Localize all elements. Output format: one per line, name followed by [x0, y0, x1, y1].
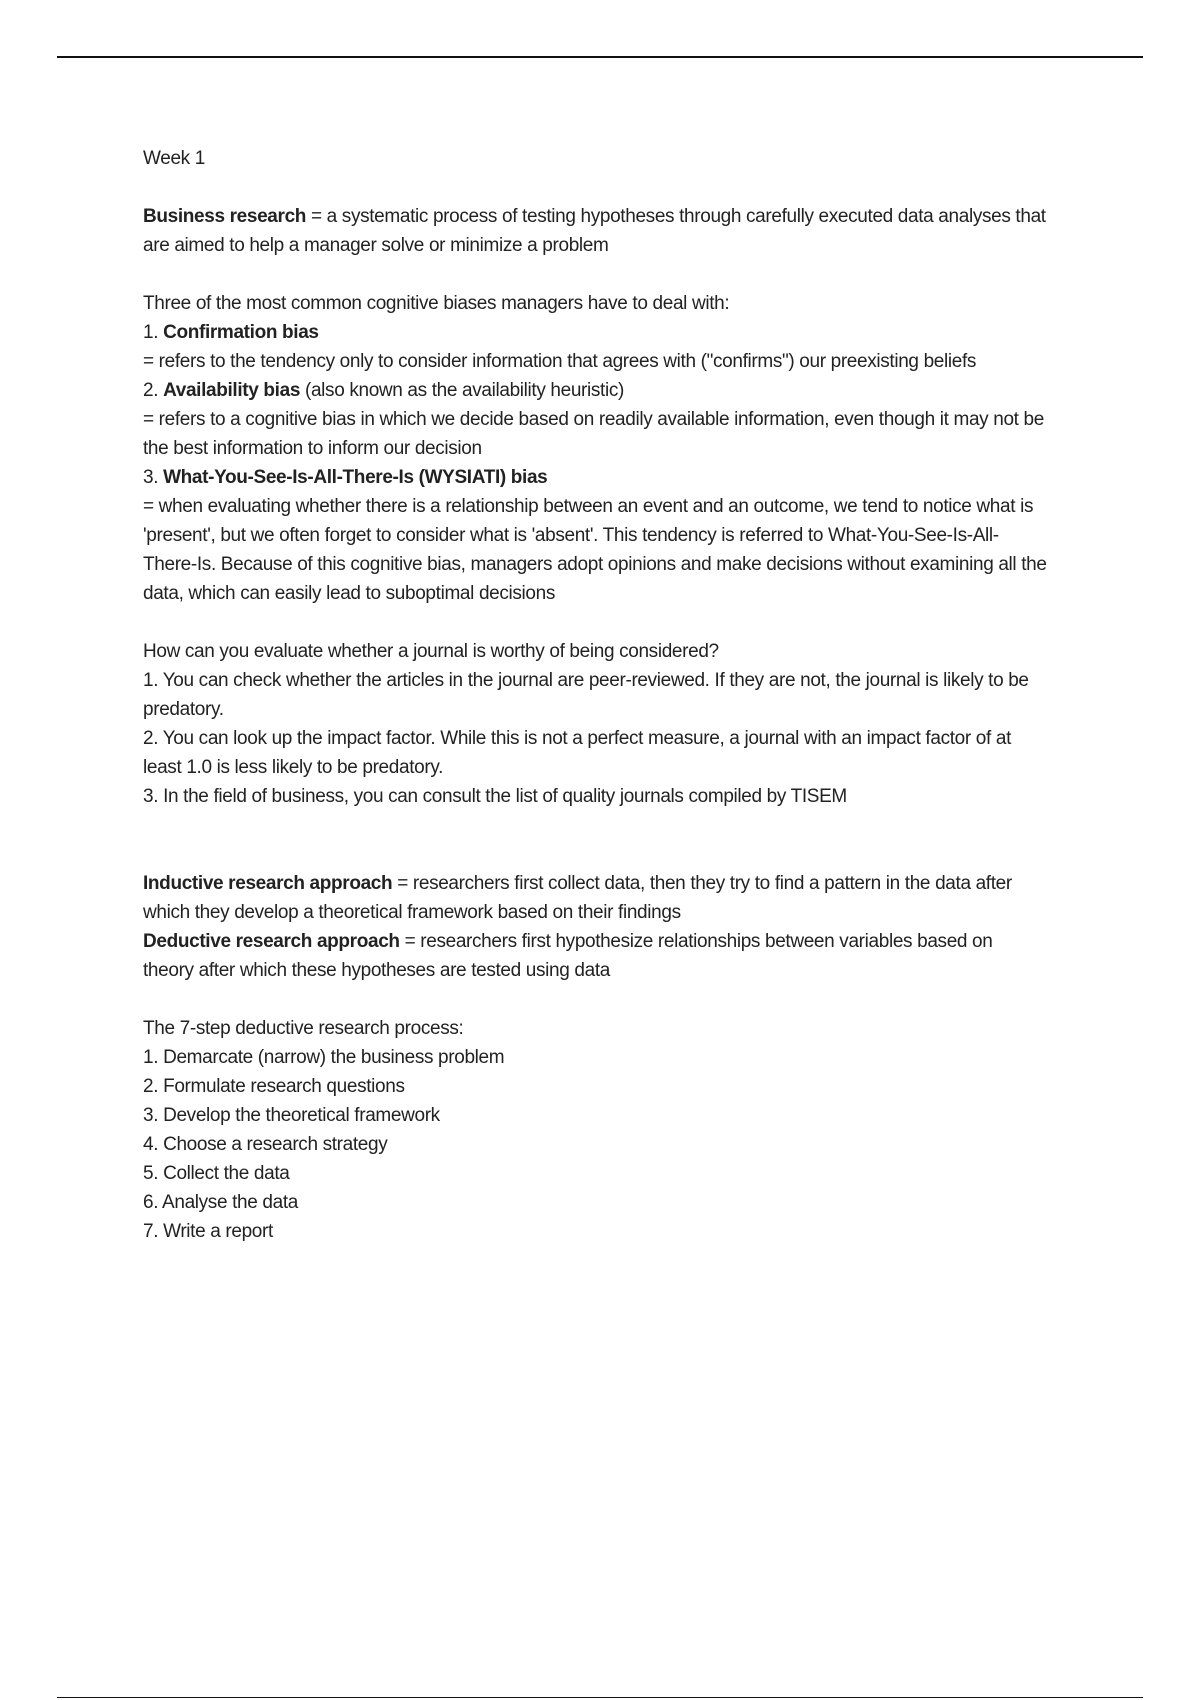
spacer	[143, 608, 1048, 637]
bias-2-name: Availability bias	[163, 380, 301, 401]
deductive-text: = researchers first hypothesize relationships between variables based on theory after which these hypotheses are tested using data	[143, 931, 993, 981]
week-heading: Week 1	[143, 148, 205, 169]
spacer	[143, 173, 1048, 202]
process-step: 7. Write a report	[143, 1221, 273, 1242]
bias-1-name: Confirmation bias	[163, 322, 319, 343]
bias-3-definition: = when evaluating whether there is a relationship between an event and an outcome, we tend to notice what is 'present', but we often forget to consider what is 'absent'. This tendency is referred to What-You-See-Is-All-There-Is. Because of this cognitive bias, managers adopt opinions and make decisions without examining all the data, which can easily lead to suboptimal decisions	[143, 496, 1047, 604]
bias-2-suffix: (also known as the availability heuristic)	[300, 380, 624, 401]
document-page	[143, 144, 1048, 1246]
process-step: 4. Choose a research strategy	[143, 1134, 388, 1155]
business-research-definition	[143, 202, 1048, 260]
top-rule	[57, 56, 1143, 58]
process-step: 5. Collect the data	[143, 1163, 290, 1184]
bias-2-title	[143, 376, 1048, 405]
spacer	[143, 811, 1048, 869]
process-step: 1. Demarcate (narrow) the business problem	[143, 1047, 505, 1068]
business-research-text: = a systematic process of testing hypotheses through carefully executed data analyses that are aimed to help a manager solve or minimize a problem	[143, 206, 1046, 256]
bias-1-definition: = refers to the tendency only to consider information that agrees with ("confirms") our preexisting beliefs	[143, 351, 977, 372]
process-step: 2. Formulate research questions	[143, 1076, 405, 1097]
inductive-term: Inductive research approach	[143, 873, 393, 894]
bias-3-name: What-You-See-Is-All-There-Is (WYSIATI) bias	[163, 467, 548, 488]
bias-2-definition: = refers to a cognitive bias in which we decide based on readily available information, even though it may not be the best information to inform our decision	[143, 409, 1044, 459]
process-step: 6. Analyse the data	[143, 1192, 298, 1213]
spacer	[143, 260, 1048, 289]
bias-2-number: 2.	[143, 380, 164, 401]
spacer	[143, 985, 1048, 1014]
bias-3-title	[143, 463, 1048, 492]
deductive-term: Deductive research approach	[143, 931, 400, 952]
journals-question: How can you evaluate whether a journal is worthy of being considered?	[143, 641, 719, 662]
bias-3-number: 3.	[143, 467, 164, 488]
journal-check-3: 3. In the field of business, you can consult the list of quality journals compiled by TISEM	[143, 786, 847, 807]
process-intro: The 7-step deductive research process:	[143, 1018, 464, 1039]
journal-check-2: 2. You can look up the impact factor. While this is not a perfect measure, a journal with an impact factor of at least 1.0 is less likely to be predatory.	[143, 728, 1012, 778]
bottom-rule	[57, 1697, 1143, 1698]
process-step: 3. Develop the theoretical framework	[143, 1105, 440, 1126]
inductive-approach	[143, 869, 1048, 927]
bias-1-number: 1.	[143, 322, 164, 343]
bias-1-title	[143, 318, 1048, 347]
biases-intro: Three of the most common cognitive biases managers have to deal with:	[143, 293, 730, 314]
deductive-approach	[143, 927, 1048, 985]
journal-check-1: 1. You can check whether the articles in the journal are peer-reviewed. If they are not, the journal is likely to be predatory.	[143, 670, 1029, 720]
business-research-term: Business research	[143, 206, 307, 227]
inductive-text: = researchers first collect data, then they try to find a pattern in the data after which they develop a theoretical framework based on their findings	[143, 873, 1012, 923]
